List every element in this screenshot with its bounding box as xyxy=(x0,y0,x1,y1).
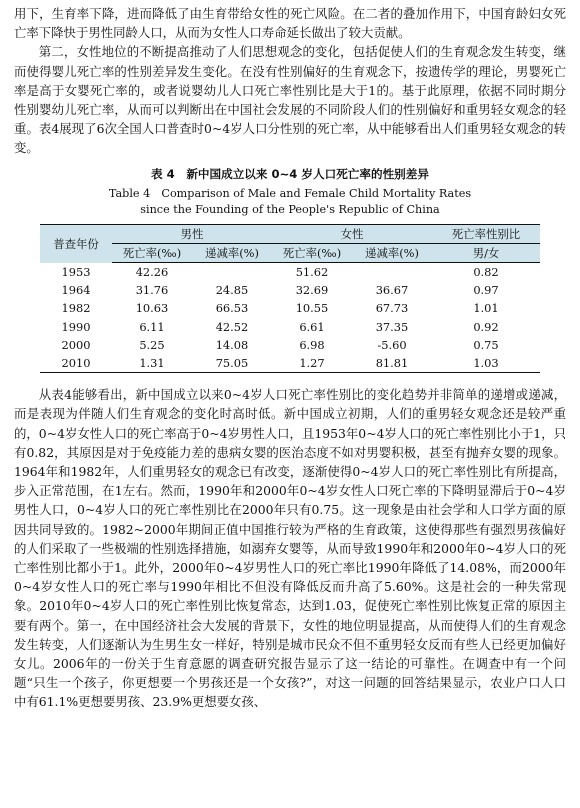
table-row xyxy=(40,299,540,317)
cell-ratio: 0.75 xyxy=(473,337,499,352)
cell-female-rate: 6.98 xyxy=(299,337,325,352)
cell-female-decrease: 81.81 xyxy=(352,354,432,373)
header-male-death-rate: 死亡率(‰) xyxy=(112,243,192,262)
mortality-table xyxy=(40,224,540,374)
paragraph-second-point: 第二，女性地位的不断提高推动了人们思想观念的变化，包括促使人们的生育观念发生转变，继而使得婴儿死亡率的性别差异发生变化。在没有性别偏好的生育观念下，按遗传学的理论，男婴死亡率是高于女婴死亡率的，或者说婴幼儿人口死亡率性别比是大于1的。基于此原理，依据不同时期分性别婴幼儿死亡率，从而可以判断出在中国社会发展的不同阶段人们的性别偏好和重男轻女观念的轻重。表4展现了6次全国人口普查时0~4岁人口分性别的死亡率，从中能够看出人们重男轻女观念的转变。 xyxy=(14,44,566,156)
header-female: 女性 xyxy=(272,224,432,243)
table-row xyxy=(40,263,540,282)
cell-male-decrease: 14.08 xyxy=(215,337,249,352)
table-caption-chinese: 表 4 新中国成立以来 0~4 岁人口死亡率的性别差异 xyxy=(151,166,429,181)
cell-year: 1982 xyxy=(61,301,91,316)
cell-ratio: 0.97 xyxy=(473,283,499,298)
cell-male-decrease: 66.53 xyxy=(215,301,249,316)
cell-male-decrease xyxy=(192,263,272,282)
cell-year: 2010 xyxy=(40,354,112,373)
cell-female-decrease: 67.73 xyxy=(375,301,409,316)
cell-female-rate: 32.69 xyxy=(295,283,329,298)
cell-male-decrease: 24.85 xyxy=(215,283,249,298)
table-row xyxy=(40,318,540,336)
cell-male-rate: 10.63 xyxy=(135,301,169,316)
table-caption-english-line1: Table 4 Comparison of Male and Female Child Mortality Rates xyxy=(108,186,472,200)
cell-female-decrease: 36.67 xyxy=(375,283,409,298)
cell-female-decrease xyxy=(352,263,432,282)
table-header-row-2 xyxy=(40,243,540,262)
cell-female-rate: 10.55 xyxy=(295,301,329,316)
cell-male-rate: 42.26 xyxy=(135,265,169,280)
cell-year: 1953 xyxy=(61,264,91,279)
table-row xyxy=(40,354,540,373)
cell-male-decrease: 42.52 xyxy=(215,319,249,334)
cell-year: 1964 xyxy=(61,283,91,298)
cell-ratio: 0.82 xyxy=(473,265,499,280)
cell-female-decrease: 37.35 xyxy=(375,319,409,334)
header-ratio: 死亡率性别比 xyxy=(432,224,540,243)
cell-male-decrease: 75.05 xyxy=(192,354,272,373)
header-female-death-rate: 死亡率(‰) xyxy=(272,243,352,262)
table-row xyxy=(40,336,540,354)
cell-female-rate: 51.62 xyxy=(295,265,329,280)
cell-year: 2000 xyxy=(61,337,91,352)
cell-male-rate: 6.11 xyxy=(139,319,165,334)
cell-ratio: 1.01 xyxy=(473,301,499,316)
header-ratio-sub: 男/女 xyxy=(432,243,540,262)
table-row xyxy=(40,281,540,299)
cell-male-rate: 5.25 xyxy=(139,337,165,352)
paragraph-continuation: 用下，生育率下降，进而降低了由生育带给女性的死亡风险。在二者的叠加作用下，中国育龄妇女死亡率下降快于男性同龄人口，从而为女性人口寿命延长做出了较大贡献。 xyxy=(14,6,566,41)
cell-male-rate: 31.76 xyxy=(135,283,169,298)
cell-female-rate: 1.27 xyxy=(272,354,352,373)
header-female-decrease: 递减率(%) xyxy=(352,243,432,262)
header-male-decrease: 递减率(%) xyxy=(192,243,272,262)
cell-male-rate: 1.31 xyxy=(112,354,192,373)
cell-ratio: 0.92 xyxy=(473,319,499,334)
table-caption-english-line2: since the Founding of the People's Republic of China xyxy=(140,202,440,216)
paragraph-analysis: 从表4能够看出，新中国成立以来0~4岁人口死亡率性别比的变化趋势并非简单的递增或递减，而是表现为伴随人们生育观念的变化时高时低。新中国成立初期，人们的重男轻女观念还是较严重的，0~4岁女性人口的死亡率高于0~4岁男性人口，且1953年0~4岁人口的死亡率性别比小于1，只有0.82，其原因是对于免疫能力差的患病女婴的医治态度不如对男婴积极，甚至有抛弃女婴的现象。1964年和1982年，人们重男轻女的观念已有改变，逐渐使得0~4岁人口的死亡率性别比有所提高，步入正常范围，在1左右。然而，1990年和2000年0~4岁女性人口死亡率的下降明显滞后于0~4岁男性人口，0~4岁人口的死亡率性别比在2000年只有0.75。这一现象是由社会学和人口学方面的原因共同导致的。1982~2000年期间正值中国推行较为严格的生育政策，这使得那些有强烈男孩偏好的人们采取了一些极端的性别选择措施，如溺弃女婴等，从而导致1990年和2000年0~4岁人口的死亡率性别比都小于1。此外，2000年0~4岁男性人口的死亡率比1990年降低了14.08%，而2000年0~4岁女性人口的死亡率与1990年相比不但没有降低反而升高了5.60%。这是社会的一种失常现象。2010年0~4岁人口的死亡率性别比恢复常态，达到1.03，促使死亡率性别比恢复正常的原因主要有两个。第一，在中国经济社会大发展的背景下，女性的地位明显提高，从而使得人们的生育观念发生转变，人们逐渐认为生男生女一样好，特别是城市民众不但不重男轻女反而有些人已经更加偏好女儿。2006年的一份关于生育意愿的调查研究报告显示了这一结论的可靠性。在调查中有一个问题“只生一个孩子，你更想要一个男孩还是一个女孩?”，对这一问题的回答结果显示，农业户口人口中有61.1%更想要男孩、23.9%更想要女孩、 xyxy=(14,387,566,710)
cell-ratio: 1.03 xyxy=(432,354,540,373)
header-year: 普查年份 xyxy=(40,224,112,262)
header-male: 男性 xyxy=(112,224,272,243)
cell-female-decrease: -5.60 xyxy=(377,337,407,352)
cell-year: 1990 xyxy=(61,319,91,334)
table-header-row-1 xyxy=(40,224,540,243)
cell-female-rate: 6.61 xyxy=(299,319,325,334)
